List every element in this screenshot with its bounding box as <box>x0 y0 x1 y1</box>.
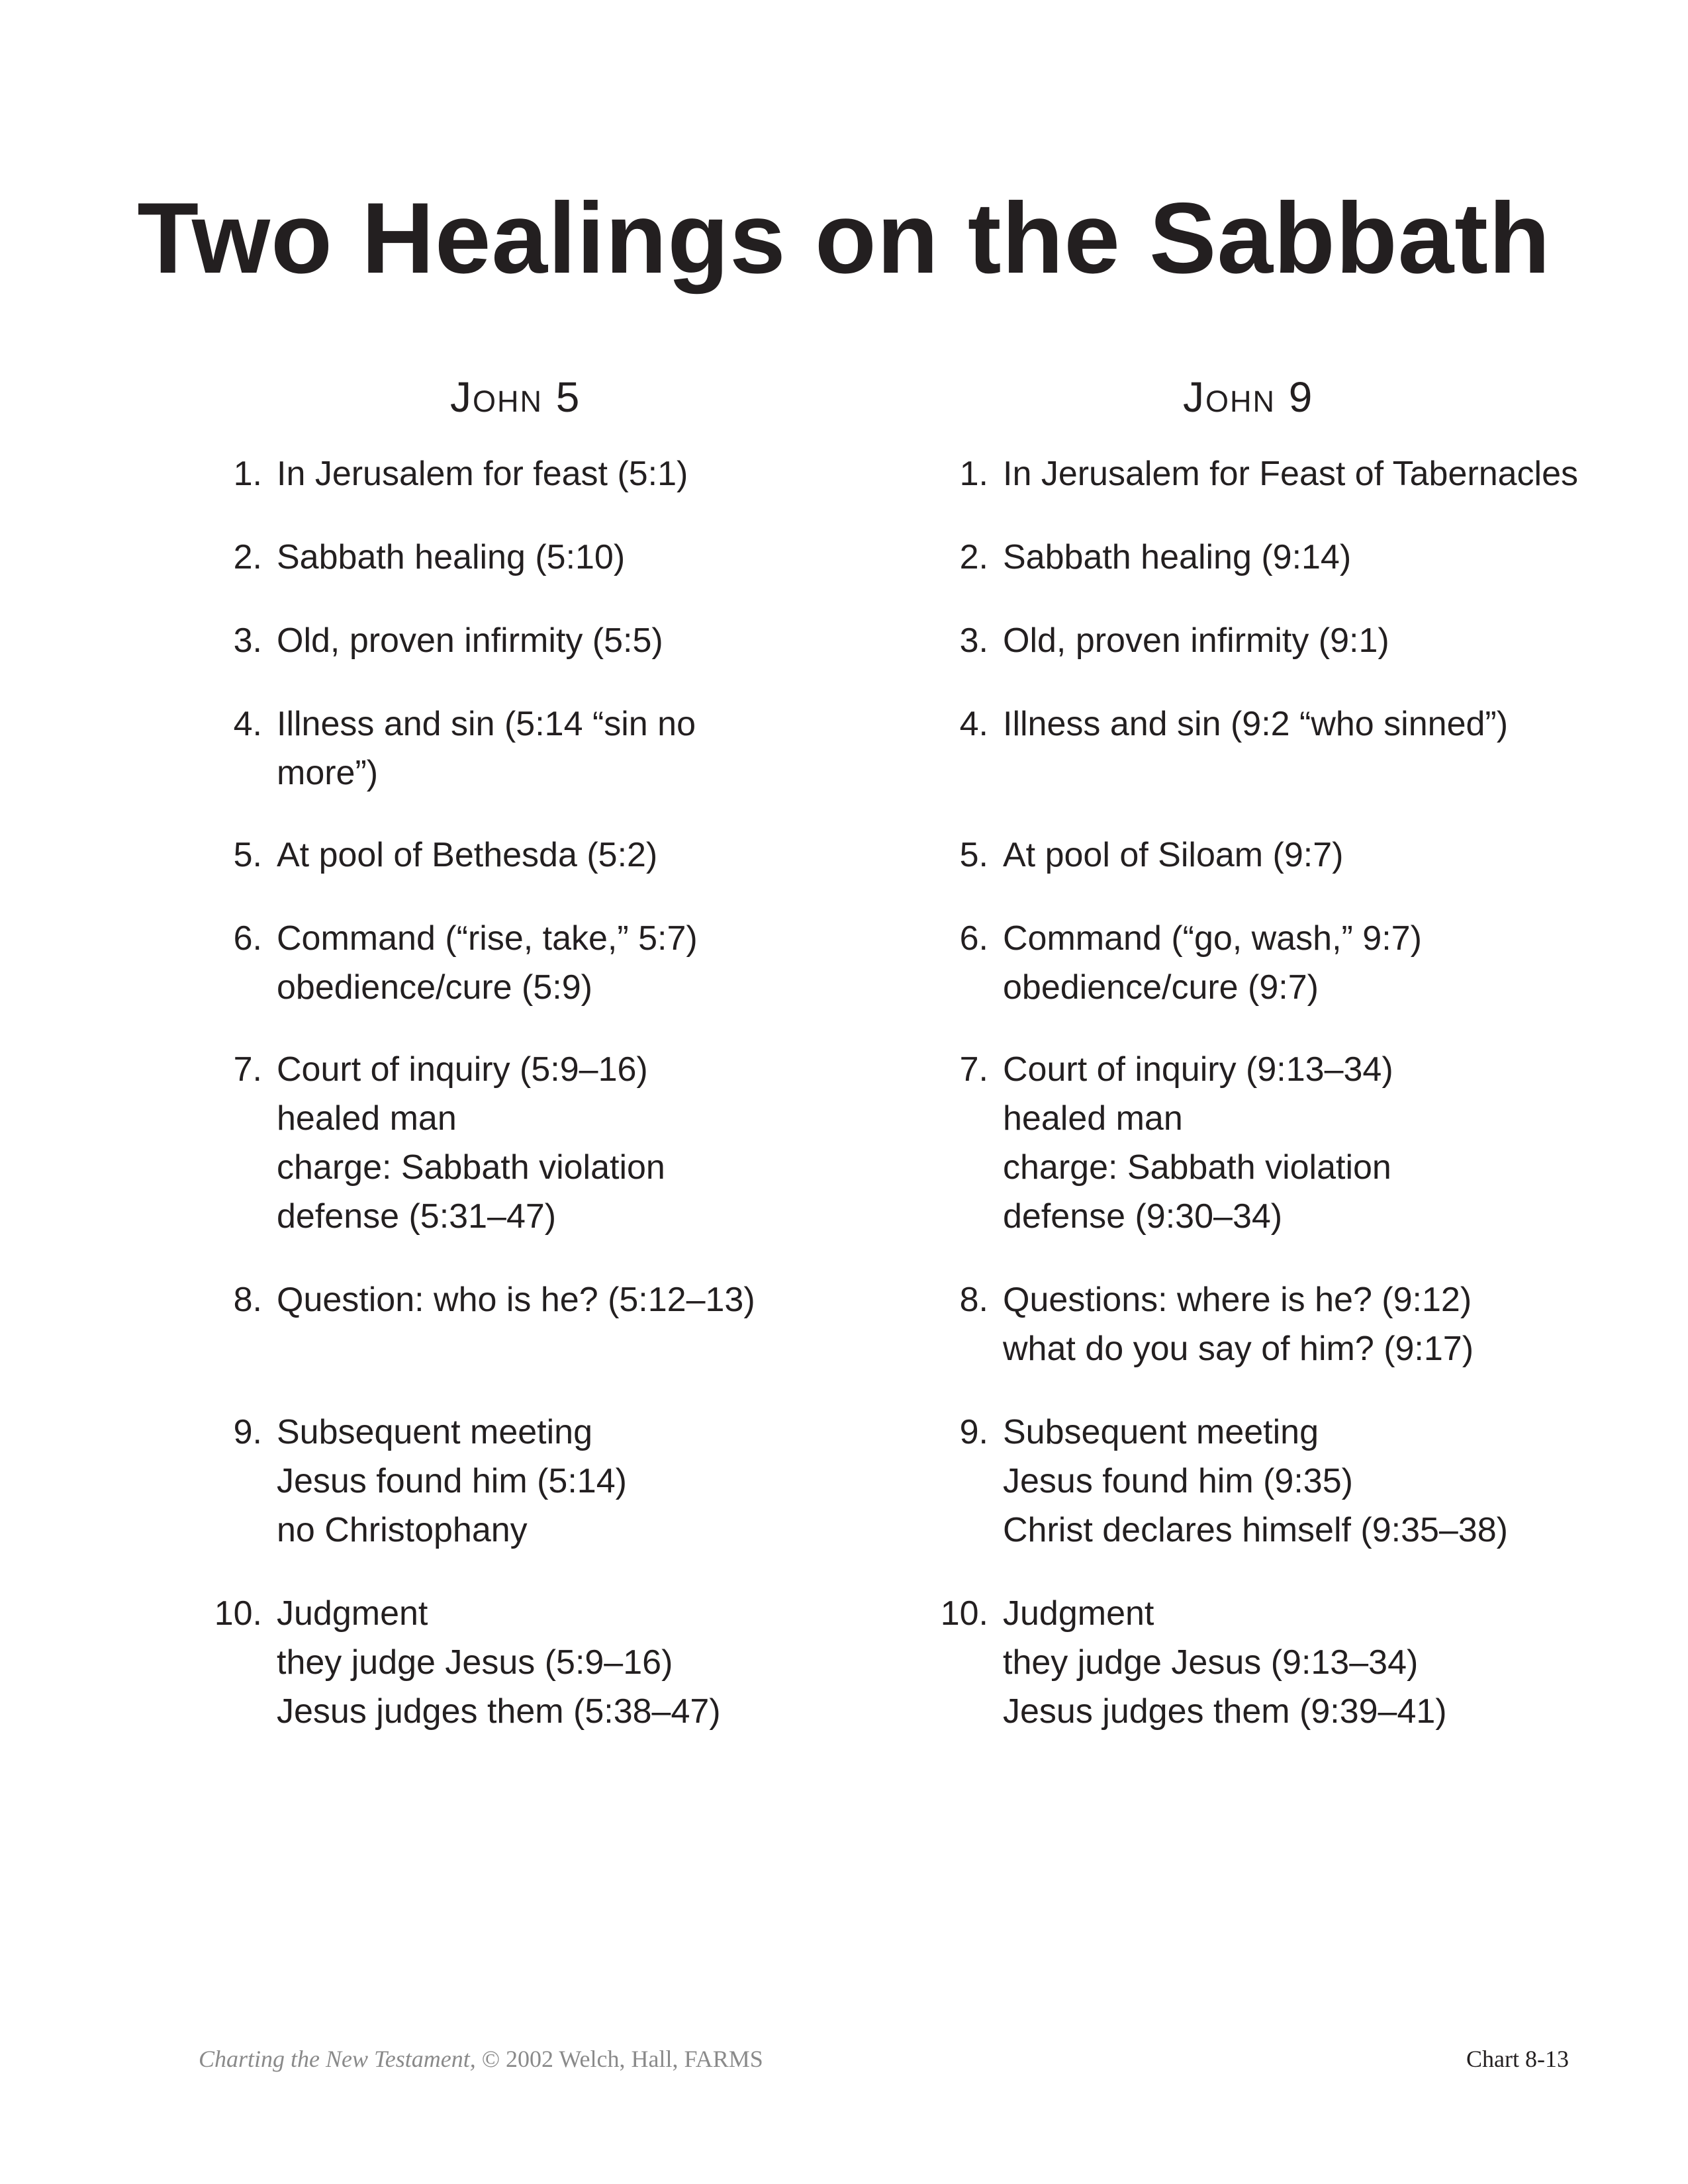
item-line: Sabbath healing (5:10) <box>277 538 626 576</box>
item-number: 4. <box>959 705 988 743</box>
item-number: 9. <box>959 1413 988 1451</box>
page-title: Two Healings on the Sabbath <box>137 182 1551 295</box>
item-number: 6. <box>233 919 262 958</box>
item-line: In Jerusalem for Feast of Tabernacles <box>1003 455 1579 493</box>
item-line: Illness and sin (9:2 “who sinned”) <box>1003 705 1509 743</box>
item-number: 7. <box>959 1050 988 1089</box>
item-line: charge: Sabbath violation <box>1003 1148 1391 1187</box>
item-line: Court of inquiry (5:9–16) <box>277 1050 648 1089</box>
item-number: 1. <box>959 455 988 493</box>
column-heading-john-5: John 5 <box>450 373 581 421</box>
item-number: 6. <box>959 919 988 958</box>
item-line: they judge Jesus (9:13–34) <box>1003 1643 1419 1682</box>
item-line: Jesus judges them (5:38–47) <box>277 1692 721 1731</box>
item-number: 3. <box>959 621 988 660</box>
column-heading-john-9: John 9 <box>1183 373 1314 421</box>
item-text <box>1003 1408 1646 1555</box>
item-text <box>1003 831 1646 880</box>
item-number: 5. <box>959 836 988 874</box>
item-text <box>1003 1045 1646 1241</box>
item-text <box>1003 1589 1646 1736</box>
item-number: 5. <box>233 836 262 874</box>
item-line: Subsequent meeting <box>277 1413 593 1451</box>
item-line: Christ declares himself (9:35–38) <box>1003 1511 1508 1549</box>
item-text <box>277 831 887 880</box>
item-text <box>277 1589 887 1736</box>
item-line: Jesus judges them (9:39–41) <box>1003 1692 1447 1731</box>
item-line: Sabbath healing (9:14) <box>1003 538 1352 576</box>
item-number: 8. <box>959 1281 988 1319</box>
item-text <box>1003 533 1646 582</box>
item-line: In Jerusalem for feast (5:1) <box>277 455 688 493</box>
footer-copyright: © 2002 Welch, Hall, FARMS <box>475 2046 763 2072</box>
item-number: 4. <box>233 705 262 743</box>
item-text <box>277 449 887 498</box>
item-line: obedience/cure (5:9) <box>277 968 592 1007</box>
item-line: At pool of Bethesda (5:2) <box>277 836 658 874</box>
item-text <box>1003 700 1646 749</box>
item-text <box>1003 1275 1646 1373</box>
item-line: they judge Jesus (5:9–16) <box>277 1643 673 1682</box>
item-line: defense (9:30–34) <box>1003 1197 1283 1236</box>
item-line: Judgment <box>277 1594 428 1633</box>
item-text <box>1003 449 1646 498</box>
item-text <box>277 616 887 665</box>
item-number: 2. <box>959 538 988 576</box>
item-text <box>277 1408 887 1555</box>
item-line: healed man <box>1003 1099 1183 1138</box>
item-line: charge: Sabbath violation <box>277 1148 665 1187</box>
item-line: Court of inquiry (9:13–34) <box>1003 1050 1393 1089</box>
item-line: what do you say of him? (9:17) <box>1003 1330 1474 1368</box>
item-line: Command (“go, wash,” 9:7) <box>1003 919 1422 958</box>
item-line: Questions: where is he? (9:12) <box>1003 1281 1472 1319</box>
item-line: obedience/cure (9:7) <box>1003 968 1319 1007</box>
item-number: 8. <box>233 1281 262 1319</box>
item-text <box>277 533 887 582</box>
item-line: Judgment <box>1003 1594 1154 1633</box>
item-line: more”) <box>277 754 379 792</box>
item-line: Command (“rise, take,” 5:7) <box>277 919 698 958</box>
footer-book-title: Charting the New Testament, <box>199 2046 476 2072</box>
item-number: 1. <box>233 455 262 493</box>
item-number: 10. <box>940 1594 988 1633</box>
item-line: defense (5:31–47) <box>277 1197 557 1236</box>
item-line: Illness and sin (5:14 “sin no <box>277 705 696 743</box>
item-line: Old, proven infirmity (5:5) <box>277 621 663 660</box>
item-number: 7. <box>233 1050 262 1089</box>
footer-chart-label: Chart 8-13 <box>1466 2046 1569 2072</box>
item-text <box>277 914 887 1012</box>
item-line: Question: who is he? (5:12–13) <box>277 1281 755 1319</box>
item-text <box>1003 914 1646 1012</box>
item-line: At pool of Siloam (9:7) <box>1003 836 1344 874</box>
item-line: no Christophany <box>277 1511 528 1549</box>
item-number: 3. <box>233 621 262 660</box>
item-text <box>277 1275 887 1324</box>
item-line: Old, proven infirmity (9:1) <box>1003 621 1389 660</box>
item-number: 10. <box>214 1594 262 1633</box>
item-line: healed man <box>277 1099 457 1138</box>
item-line: Subsequent meeting <box>1003 1413 1319 1451</box>
item-text <box>277 1045 887 1241</box>
item-text <box>1003 616 1646 665</box>
item-number: 2. <box>233 538 262 576</box>
item-line: Jesus found him (5:14) <box>277 1462 627 1500</box>
footer-citation <box>199 2045 763 2073</box>
item-text <box>277 700 887 797</box>
item-number: 9. <box>233 1413 262 1451</box>
item-line: Jesus found him (9:35) <box>1003 1462 1353 1500</box>
